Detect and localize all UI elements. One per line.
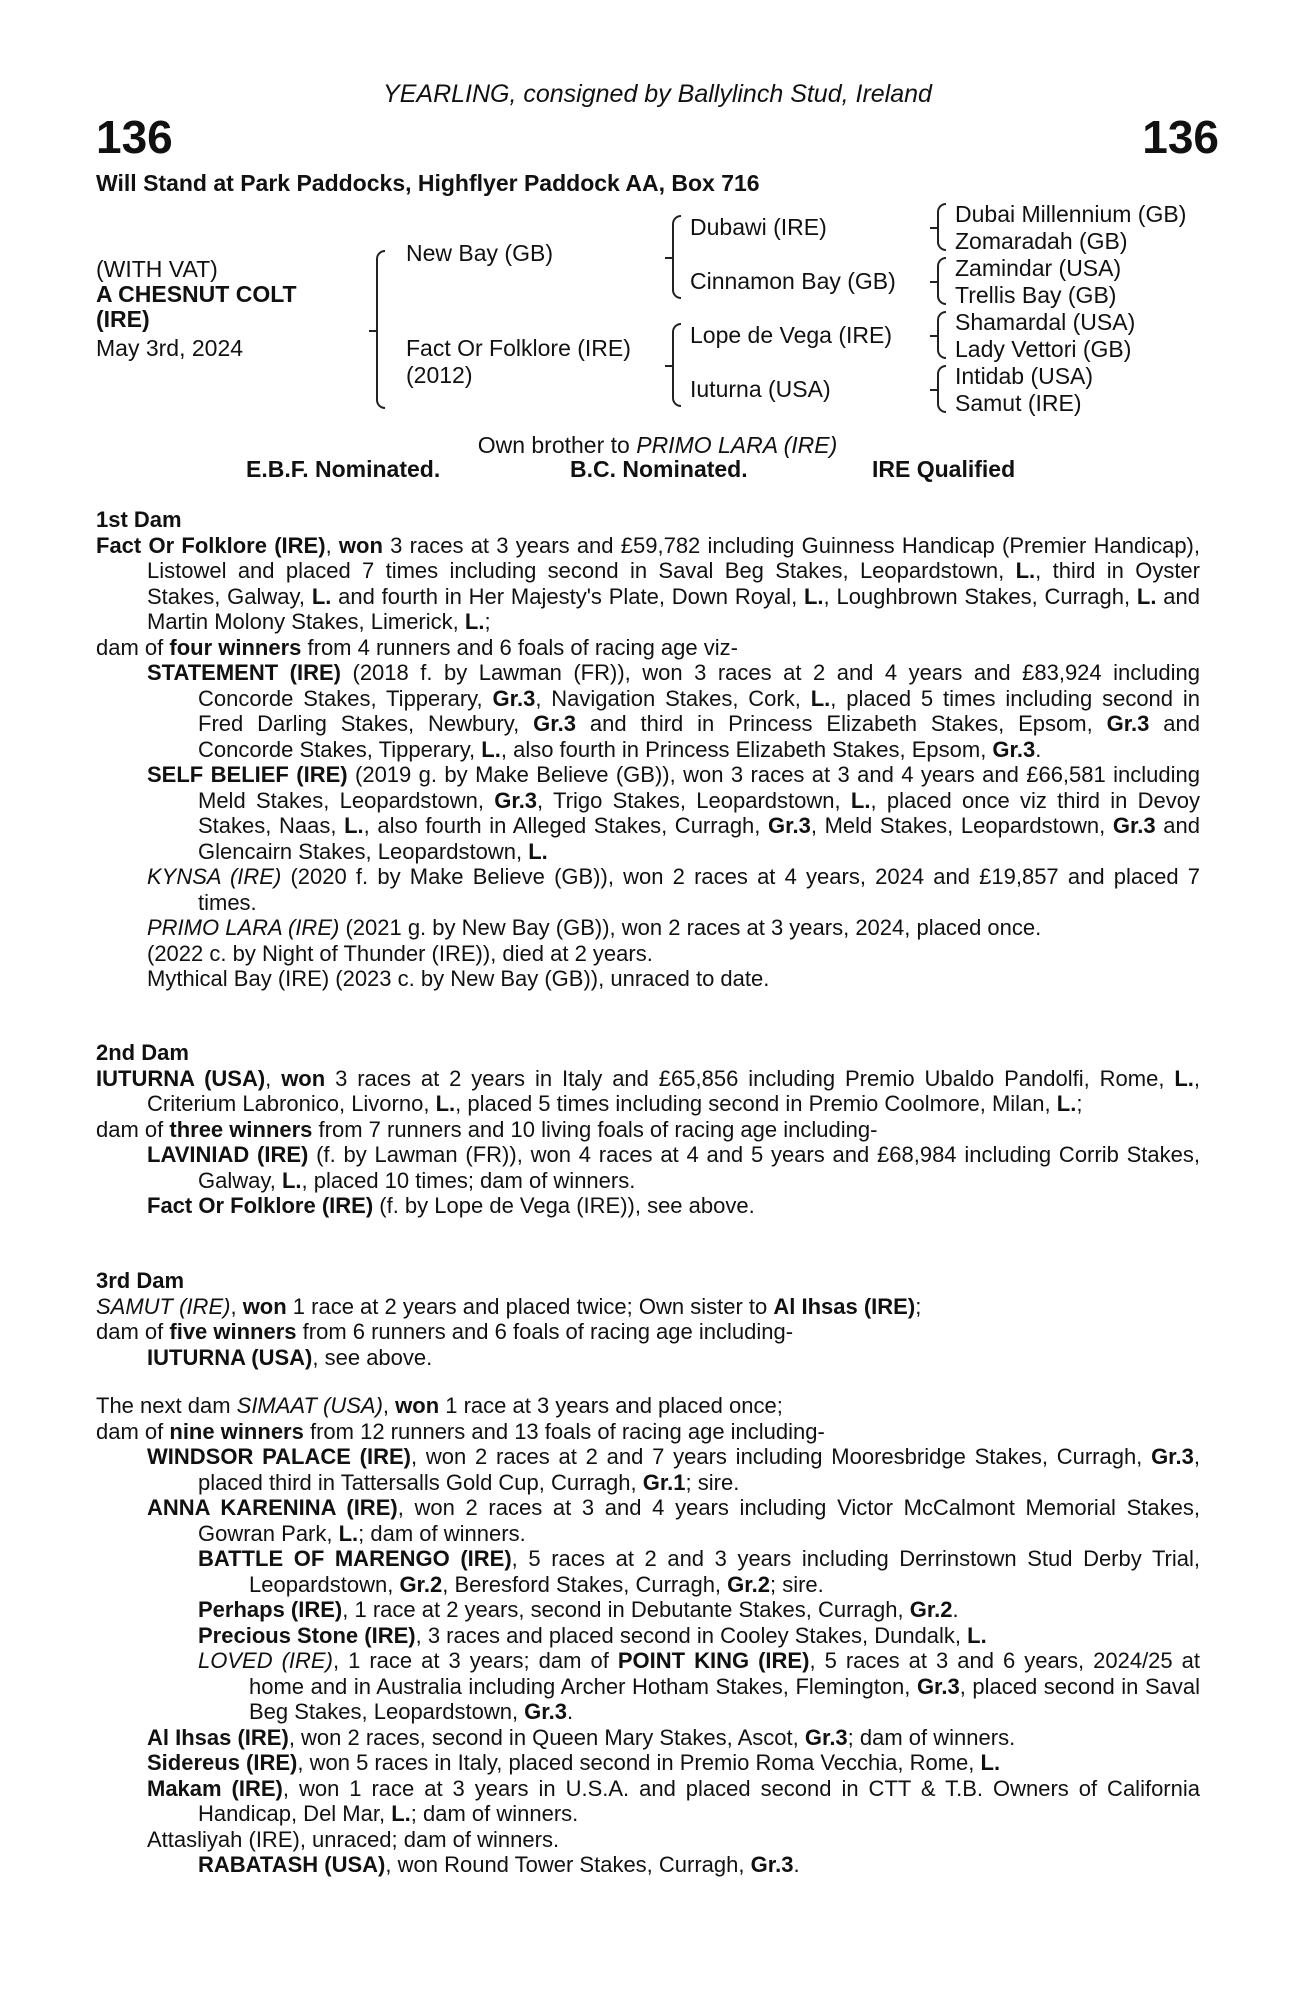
text: , xyxy=(325,532,339,558)
ebf-nomination: E.B.F. Nominated. xyxy=(246,456,441,482)
bold-text: WINDSOR PALACE (IRE) xyxy=(147,1444,411,1469)
pedigree-entry xyxy=(96,1142,1200,1193)
bold-text: five winners xyxy=(169,1319,297,1344)
ire-qualified: IRE Qualified xyxy=(872,456,1016,482)
text: , placed 10 times; dam of winners. xyxy=(301,1167,636,1193)
text: , won 2 races at 2 and 7 years including Mooresbridge Stakes, Curragh, xyxy=(411,1444,1152,1469)
pedigree-entry xyxy=(96,533,1200,635)
text: dam of xyxy=(96,1418,170,1444)
bold-text: BATTLE OF MARENGO (IRE) xyxy=(198,1546,512,1571)
bold-text: Gr.3 xyxy=(524,1699,567,1724)
text: , 5 races at 2 and 3 years including Derrinstown Stud Derby Trial, Leopardstown, xyxy=(249,1546,1201,1597)
bold-text: Gr.3 xyxy=(768,813,811,838)
bold-text: won xyxy=(242,1293,287,1319)
text: , xyxy=(265,1065,282,1091)
bold-text: L. xyxy=(1174,1065,1194,1091)
pedigree-brace xyxy=(937,203,946,251)
bold-text: won xyxy=(338,532,383,558)
bold-text: IUTURNA (USA) xyxy=(96,1065,266,1091)
text: and Concorde Stakes, Tipperary, xyxy=(198,711,1200,762)
text: (f. by Lawman (FR)), won 4 races at 4 and 5 years and £68,984 including Corrib Stakes, Galway, xyxy=(198,1142,1200,1193)
text: and fourth in Her Majesty's Plate, Down Royal, xyxy=(331,583,804,609)
gen3-name: Zamindar (USA) xyxy=(955,255,1122,281)
bold-text: POINT KING (IRE) xyxy=(617,1648,810,1673)
bold-text: Fact Or Folklore (IRE) xyxy=(96,532,326,558)
gen2-name: Lope de Vega (IRE) xyxy=(690,322,893,348)
text: , 1 race at 2 years, second in Debutante Stakes, Curragh, xyxy=(342,1597,910,1622)
pedigree-entry xyxy=(96,1444,1200,1495)
text: , Loughbrown Stakes, Curragh, xyxy=(823,583,1137,609)
bold-text: L. xyxy=(803,583,824,609)
bold-text: Gr.3 xyxy=(750,1852,794,1877)
text: dam of xyxy=(96,1116,170,1142)
text: , placed 5 times including second in Fred Darling Stakes, Newbury, xyxy=(198,685,1200,736)
pedigree-entry xyxy=(96,1623,1200,1649)
pedigree-entry xyxy=(96,1419,1200,1445)
gen3-name: Lady Vettori (GB) xyxy=(955,336,1132,362)
own-brother-prefix: Own brother to xyxy=(477,432,637,458)
text: , xyxy=(230,1293,243,1319)
next-dam-section xyxy=(96,1393,1200,1878)
dam: Fact Or Folklore (IRE) xyxy=(406,335,631,361)
text: ; xyxy=(915,1293,922,1319)
horse-dob: May 3rd, 2024 xyxy=(96,335,244,361)
horse-name: A CHESNUT COLT xyxy=(96,281,297,307)
pedigree-brace xyxy=(937,257,946,305)
text: , Meld Stakes, Leopardstown, xyxy=(810,813,1113,838)
text: and Glencairn Stakes, Leopardstown, xyxy=(198,813,1200,864)
bold-text: L. xyxy=(281,1167,302,1193)
pedigree-entry xyxy=(96,966,1200,992)
pedigree-entry xyxy=(96,941,1200,967)
gen3-name: Trellis Bay (GB) xyxy=(955,282,1117,308)
bold-text: Precious Stone (IRE) xyxy=(198,1622,416,1648)
pedigree-entry xyxy=(96,635,1200,661)
bold-text: won xyxy=(395,1393,440,1418)
pedigree-brace xyxy=(672,323,681,407)
dam-year: (2012) xyxy=(406,362,473,388)
bold-text: Gr.3 xyxy=(804,1724,848,1750)
pedigree-entry xyxy=(96,660,1200,762)
bc-nomination: B.C. Nominated. xyxy=(570,456,748,482)
text: . xyxy=(566,1699,574,1724)
pedigree-entry xyxy=(96,1193,1200,1219)
bold-text: LAVINIAD (IRE) xyxy=(147,1142,309,1167)
text: from 7 runners and 10 living foals of racing age including- xyxy=(312,1116,878,1142)
sire: New Bay (GB) xyxy=(406,240,553,266)
text: (2022 c. by Night of Thunder (IRE)), died at 2 years. xyxy=(147,940,653,966)
bold-text: Gr.3 xyxy=(1112,813,1156,838)
text: from 4 runners and 6 foals of racing age viz- xyxy=(301,634,738,660)
pedigree-entry xyxy=(96,1294,1200,1320)
italic-text: SAMUT (IRE) xyxy=(96,1293,231,1319)
text: , also fourth in Princess Elizabeth Stakes, Epsom, xyxy=(500,736,993,762)
text: (2020 f. by Make Believe (GB)), won 2 races at 4 years, 2024 and £19,857 and placed 7 times. xyxy=(198,864,1200,915)
italic-text: PRIMO LARA (IRE) xyxy=(147,915,340,940)
italic-text: SIMAAT (USA) xyxy=(236,1393,383,1418)
text: , see above. xyxy=(312,1344,433,1370)
bold-text: Gr.3 xyxy=(1151,1444,1194,1469)
pedigree-entry xyxy=(96,1495,1200,1546)
text: dam of xyxy=(96,1319,170,1344)
gen2-name: Iuturna (USA) xyxy=(690,376,831,402)
text: (2018 f. by Lawman (FR)), won 3 races at 2 and 4 years and £83,924 including Concorde Stakes, Tipperary, xyxy=(198,660,1200,711)
bold-text: L. xyxy=(464,609,485,634)
bold-text: Gr.2 xyxy=(909,1597,953,1622)
bold-text: four winners xyxy=(169,634,302,660)
bold-text: Gr.3 xyxy=(494,787,538,813)
stand-location: Will Stand at Park Paddocks, Highflyer Paddock AA, Box 716 xyxy=(96,170,760,196)
text: . xyxy=(793,1852,800,1877)
italic-text: KYNSA (IRE) xyxy=(147,864,282,889)
text: 1 race at 2 years and placed twice; Own sister to xyxy=(286,1293,774,1319)
text: (2021 g. by New Bay (GB)), won 2 races at 3 years, 2024, placed once. xyxy=(339,915,1042,940)
text: , won 2 races at 3 and 4 years including Victor McCalmont Memorial Stakes, Gowran Park, xyxy=(198,1495,1200,1546)
text: , xyxy=(382,1393,396,1418)
first-dam-section xyxy=(96,507,1200,992)
pedigree-entry xyxy=(96,1750,1200,1776)
text: , won Round Tower Stakes, Curragh, xyxy=(385,1852,751,1877)
pedigree-entry xyxy=(96,762,1200,864)
text: . xyxy=(952,1597,959,1622)
text: ; sire. xyxy=(685,1469,740,1495)
text: 3 races at 2 years in Italy and £65,856 including Premio Ubaldo Pandolfi, Rome, xyxy=(325,1065,1175,1091)
text: from 6 runners and 6 foals of racing age including- xyxy=(296,1319,794,1344)
bold-text: L. xyxy=(344,813,364,838)
bold-text: ANNA KARENINA (IRE) xyxy=(147,1495,398,1520)
text: The next dam xyxy=(96,1393,237,1418)
pedigree-entry xyxy=(96,915,1200,941)
lot-number-right: 136 xyxy=(1142,111,1219,163)
text: Mythical Bay (IRE) (2023 c. by New Bay (GB)), unraced to date. xyxy=(147,966,770,991)
text: , won 2 races, second in Queen Mary Stakes, Ascot, xyxy=(288,1724,805,1750)
bold-text: L. xyxy=(967,1622,987,1648)
bold-text: L. xyxy=(810,685,831,711)
pedigree-brace xyxy=(376,250,385,409)
vat-label: (WITH VAT) xyxy=(96,256,218,282)
pedigree-entry xyxy=(96,1319,1200,1345)
bold-text: won xyxy=(281,1065,326,1091)
text: , third in Oyster Stakes, Galway, xyxy=(147,558,1200,609)
pedigree-entry xyxy=(96,1725,1200,1751)
text: , won 1 race at 3 years in U.S.A. and placed second in CTT & T.B. Owners of California Handicap, Del Mar, xyxy=(198,1775,1200,1826)
text: , placed 5 times including second in Premio Coolmore, Milan, xyxy=(455,1091,1057,1116)
bold-text: L. xyxy=(980,1750,1001,1775)
section-heading: 1st Dam xyxy=(96,507,182,532)
bold-text: L. xyxy=(1056,1091,1077,1116)
bold-text: IUTURNA (USA) xyxy=(147,1344,313,1370)
bold-text: Fact Or Folklore (IRE) xyxy=(147,1193,374,1218)
bold-text: Gr.3 xyxy=(533,711,576,736)
text: . xyxy=(1035,736,1042,762)
text: 1 race at 3 years and placed once; xyxy=(439,1393,783,1418)
bold-text: Gr.3 xyxy=(916,1673,960,1699)
bold-text: SELF BELIEF (IRE) xyxy=(147,762,348,787)
pedigree-entry xyxy=(96,1776,1200,1827)
gen3-name: Zomaradah (GB) xyxy=(955,228,1128,254)
own-brother-name: PRIMO LARA (IRE) xyxy=(636,432,838,458)
bold-text: Gr.3 xyxy=(992,736,1036,762)
gen3-name: Intidab (USA) xyxy=(955,363,1094,389)
bold-text: L. xyxy=(1015,558,1036,583)
text: , Beresford Stakes, Curragh, xyxy=(442,1571,728,1597)
gen3-name: Samut (IRE) xyxy=(955,390,1082,416)
gen2-name: Dubawi (IRE) xyxy=(690,214,827,240)
pedigree-entry xyxy=(96,1597,1200,1623)
bold-text: three winners xyxy=(169,1116,313,1142)
pedigree-entry xyxy=(96,1852,1200,1878)
pedigree-brace xyxy=(937,311,946,359)
text: , won 5 races in Italy, placed second in Premio Roma Vecchia, Rome, xyxy=(297,1750,981,1775)
pedigree-entry xyxy=(96,1117,1200,1143)
second-dam-section xyxy=(96,1040,1200,1219)
gen3-name: Dubai Millennium (GB) xyxy=(955,201,1187,227)
bold-text: Gr.1 xyxy=(642,1469,686,1495)
pedigree-entry xyxy=(96,1393,1200,1419)
bold-text: Perhaps (IRE) xyxy=(198,1597,343,1622)
bold-text: L. xyxy=(435,1091,456,1116)
text: and third in Princess Elizabeth Stakes, Epsom, xyxy=(575,711,1107,736)
text: , placed once viz third in Devoy Stakes, Naas, xyxy=(198,787,1200,838)
text: dam of xyxy=(96,634,170,660)
bold-text: Gr.2 xyxy=(727,1571,770,1597)
text: , 1 race at 3 years; dam of xyxy=(332,1648,618,1673)
bold-text: nine winners xyxy=(169,1418,304,1444)
pedigree-entry xyxy=(96,1827,1200,1853)
gen2-name: Cinnamon Bay (GB) xyxy=(690,268,896,294)
text: and Martin Molony Stakes, Limerick, xyxy=(147,583,1200,634)
bold-text: Gr.3 xyxy=(1106,711,1150,736)
bold-text: Makam (IRE) xyxy=(147,1775,283,1801)
bold-text: L. xyxy=(391,1801,411,1826)
horse-country: (IRE) xyxy=(96,306,150,332)
text: ; dam of winners. xyxy=(358,1520,526,1546)
bold-text: L. xyxy=(311,583,332,609)
text: , 3 races and placed second in Cooley Stakes, Dundalk, xyxy=(415,1622,968,1648)
third-dam-section xyxy=(96,1268,1200,1370)
text: , also fourth in Alleged Stakes, Curragh, xyxy=(363,813,769,838)
pedigree-entry xyxy=(96,1648,1200,1725)
pedigree-entry xyxy=(96,1345,1200,1371)
text: ; xyxy=(1076,1091,1083,1116)
text: ; dam of winners. xyxy=(847,1724,1016,1750)
text: Attasliyah (IRE), unraced; dam of winners. xyxy=(147,1826,560,1852)
gen3-name: Shamardal (USA) xyxy=(955,309,1136,335)
pedigree-entry xyxy=(96,864,1200,915)
text: (f. by Lope de Vega (IRE)), see above. xyxy=(373,1193,755,1218)
text: , Navigation Stakes, Cork, xyxy=(535,685,811,711)
section-heading: 3rd Dam xyxy=(96,1268,185,1293)
own-brother-note xyxy=(0,432,1315,459)
bold-text: L. xyxy=(850,787,871,813)
text: ; dam of winners. xyxy=(410,1801,579,1826)
consignment-header: YEARLING, consigned by Ballylinch Stud, Ireland xyxy=(383,80,932,108)
text: ; xyxy=(484,609,491,634)
text: (2019 g. by Make Believe (GB)), won 3 races at 3 and 4 years and £66,581 including Meld Stakes, Leopardstown, xyxy=(198,762,1200,813)
bold-text: Al Ihsas (IRE) xyxy=(147,1724,289,1750)
pedigree-entry xyxy=(96,1546,1200,1597)
pedigree-brace xyxy=(672,215,681,299)
text: , Criterium Labronico, Livorno, xyxy=(147,1065,1201,1116)
text: from 12 runners and 13 foals of racing age including- xyxy=(303,1418,825,1444)
text: ; sire. xyxy=(769,1571,824,1597)
bold-text: STATEMENT (IRE) xyxy=(147,660,341,685)
bold-text: Gr.2 xyxy=(399,1571,443,1597)
bold-text: Sidereus (IRE) xyxy=(147,1750,298,1775)
italic-text: LOVED (IRE) xyxy=(198,1648,333,1673)
bold-text: RABATASH (USA) xyxy=(198,1852,386,1877)
bold-text: L. xyxy=(481,736,501,762)
bold-text: Al Ihsas (IRE) xyxy=(773,1293,916,1319)
bold-text: Gr.3 xyxy=(492,685,536,711)
text: , placed third in Tattersalls Gold Cup, Curragh, xyxy=(198,1444,1200,1495)
lot-number-left: 136 xyxy=(96,111,173,163)
section-heading: 2nd Dam xyxy=(96,1040,189,1065)
bold-text: L. xyxy=(528,838,548,864)
bold-text: L. xyxy=(1136,583,1157,609)
text: , placed second in Saval Beg Stakes, Leopardstown, xyxy=(249,1673,1200,1724)
bold-text: L. xyxy=(338,1520,359,1546)
text: , Trigo Stakes, Leopardstown, xyxy=(537,787,851,813)
text: , 5 races at 3 and 6 years, 2024/25 at home and in Australia including Archer Hotham Stakes, Flemington, xyxy=(249,1648,1201,1699)
text: 3 races at 3 years and £59,782 including Guinness Handicap (Premier Handicap), Listowel and placed 7 times including second in Saval Beg Stakes, Leopardstown, xyxy=(147,532,1200,583)
pedigree-brace xyxy=(937,365,946,413)
pedigree-entry xyxy=(96,1066,1200,1117)
